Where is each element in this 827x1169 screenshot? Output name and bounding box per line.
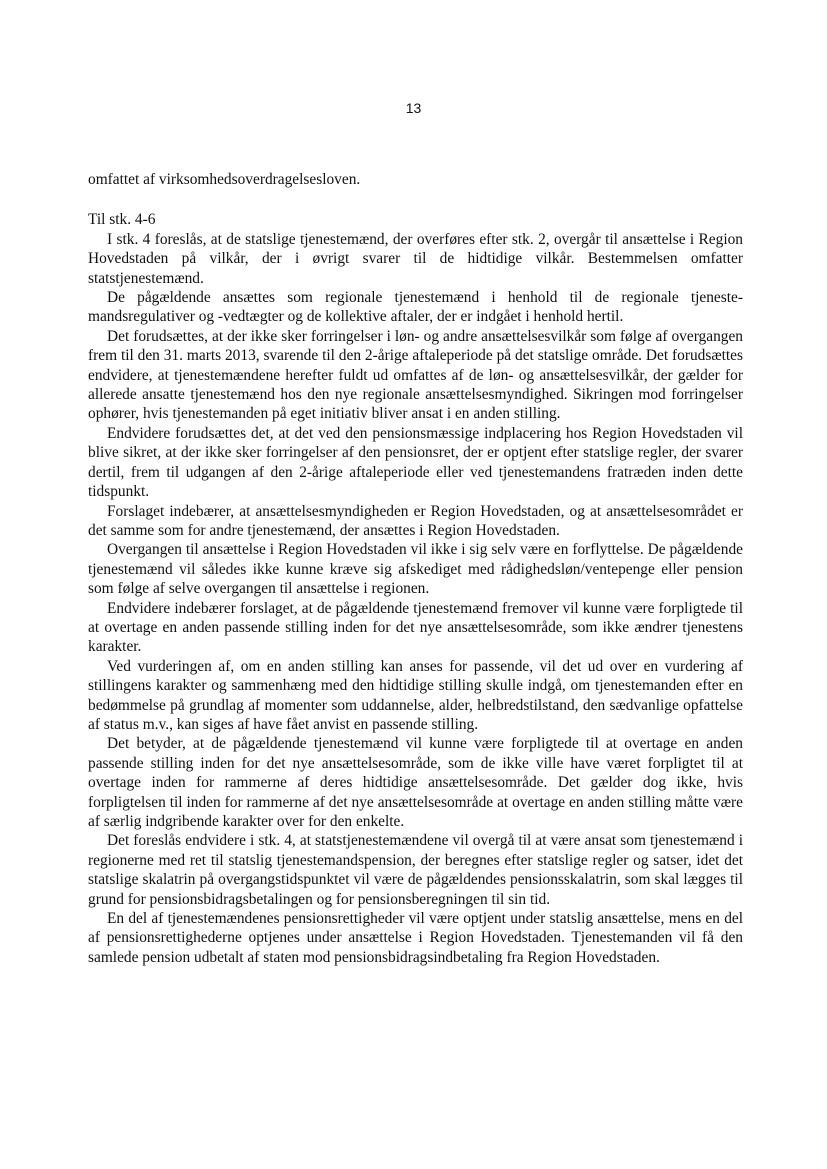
paragraph-2: De pågældende ansættes som regionale tjenestemænd i henhold til de regionale tjeneste-mandsregulativer og -vedtægter og de kollektive aftaler, der er indgået i henhold hertil. — [88, 289, 743, 326]
paragraph-7: Endvidere indebærer forslaget, at de pågældende tjenestemænd fremover vil kunne være forpligtede til at overtage en anden passende stilling inden for det nye ansættelsesområde, som ikke ændrer tjenestens karakter. — [88, 599, 743, 656]
paragraph-9: Det betyder, at de pågældende tjenestemænd vil kunne være forpligtede til at overtage en anden passende stilling inden for det nye ansættelsesområde, som de ikke ville have været forpligtet til at overtage inden for rammerne af deres hidtidige ansættelsesområde. Det gælder dog ikke, hvis forpligtelsen til inden for rammerne af det nye ansættelsesområde at overtage en anden stilling måtte være af særlig indgribende karakter over for den enkelte. — [88, 735, 743, 830]
continuation-line: omfattet af virksomhedsoverdragelsesloven. — [88, 171, 361, 188]
paragraph-6: Overgangen til ansættelse i Region Hovedstaden vil ikke i sig selv være en forflyttelse. De pågældende tjenestemænd vil således ikke kunne kræve sig afskediget med rådighedsløn/ventepenge eller pension som følge af selve overgangen til ansættelse i regionen. — [88, 541, 743, 598]
section-heading: Til stk. 4-6 — [88, 211, 156, 229]
document-body — [88, 170, 743, 967]
paragraph-5: Forslaget indebærer, at ansættelsesmyndigheden er Region Hovedstaden, og at ansættelsesområdet er det samme som for andre tjenestemænd, der ansættes i Region Hovedstaden. — [88, 502, 743, 539]
page-number: 13 — [405, 100, 422, 116]
paragraph-3: Det forudsættes, at der ikke sker forringelser i løn- og andre ansættelsesvilkår som følge af overgangen frem til den 31. marts 2013, svarende til den 2-årige aftaleperiode på det statslige område. Det forudsættes endvidere, at tjenestemændene herefter fuldt ud omfattes af de løn- og ansættelsesvilkår, der gælder for allerede ansatte tjenestemænd hos den nye regionale ansættelsesmyndighed. Sikringen mod forringelser ophører, hvis tjenestemanden på eget initiativ bliver ansat i en anden stilling. — [88, 327, 743, 423]
paragraph-8: Ved vurderingen af, om en anden stilling kan anses for passende, vil det ud over en vurdering af stillingens karakter og sammenhæng med den hidtidige stilling skulle indgå, om tjenestemanden efter en bedømmelse på grundlag af momenter som uddannelse, alder, helbredstilstand, den sædvanlige opfattelse af status m.v., kan siges af have fået anvist en passende stilling. — [88, 657, 743, 733]
paragraph-11: En del af tjenestemændenes pensionsrettigheder vil være optjent under statslig ansættelse, mens en del af pensionsrettighederne optjenes under ansættelse i Region Hovedstaden. Tjenestemanden vil få den samlede pension udbetalt af staten mod pensionsbidragsindbetaling fra Region Hovedstaden. — [88, 910, 743, 966]
paragraph-10: Det foreslås endvidere i stk. 4, at statstjenestemændene vil overgå til at være ansat som tjenestemænd i regionerne med ret til statslig tjenestemandspension, der beregnes efter statslige regler og satser, idet det statslige skalatrin på overgangstidspunktet vil være de pågældendes pensionsskalatrin, som skal lægges til grund for pensionsbidragsbetalingen og for pensionsberegningen til sin tid. — [88, 832, 743, 908]
paragraph-1: I stk. 4 foreslås, at de statslige tjenestemænd, der overføres efter stk. 2, overgår til ansættelse i Region Hovedstaden på vilkår, der i øvrigt svarer til de hidtidige vilkår. Bestemmelsen omfatter statstjenestemænd. — [88, 230, 743, 287]
paragraph-4: Endvidere forudsættes det, at det ved den pensionsmæssige indplacering hos Region Hovedstaden vil blive sikret, at der ikke sker forringelser af den pensionsret, der er optjent efter statslige regler, der svarer dertil, frem til udgangen af den 2-årige aftaleperiode eller ved tjenestemandens fratræden inden dette tidspunkt. — [88, 424, 743, 501]
